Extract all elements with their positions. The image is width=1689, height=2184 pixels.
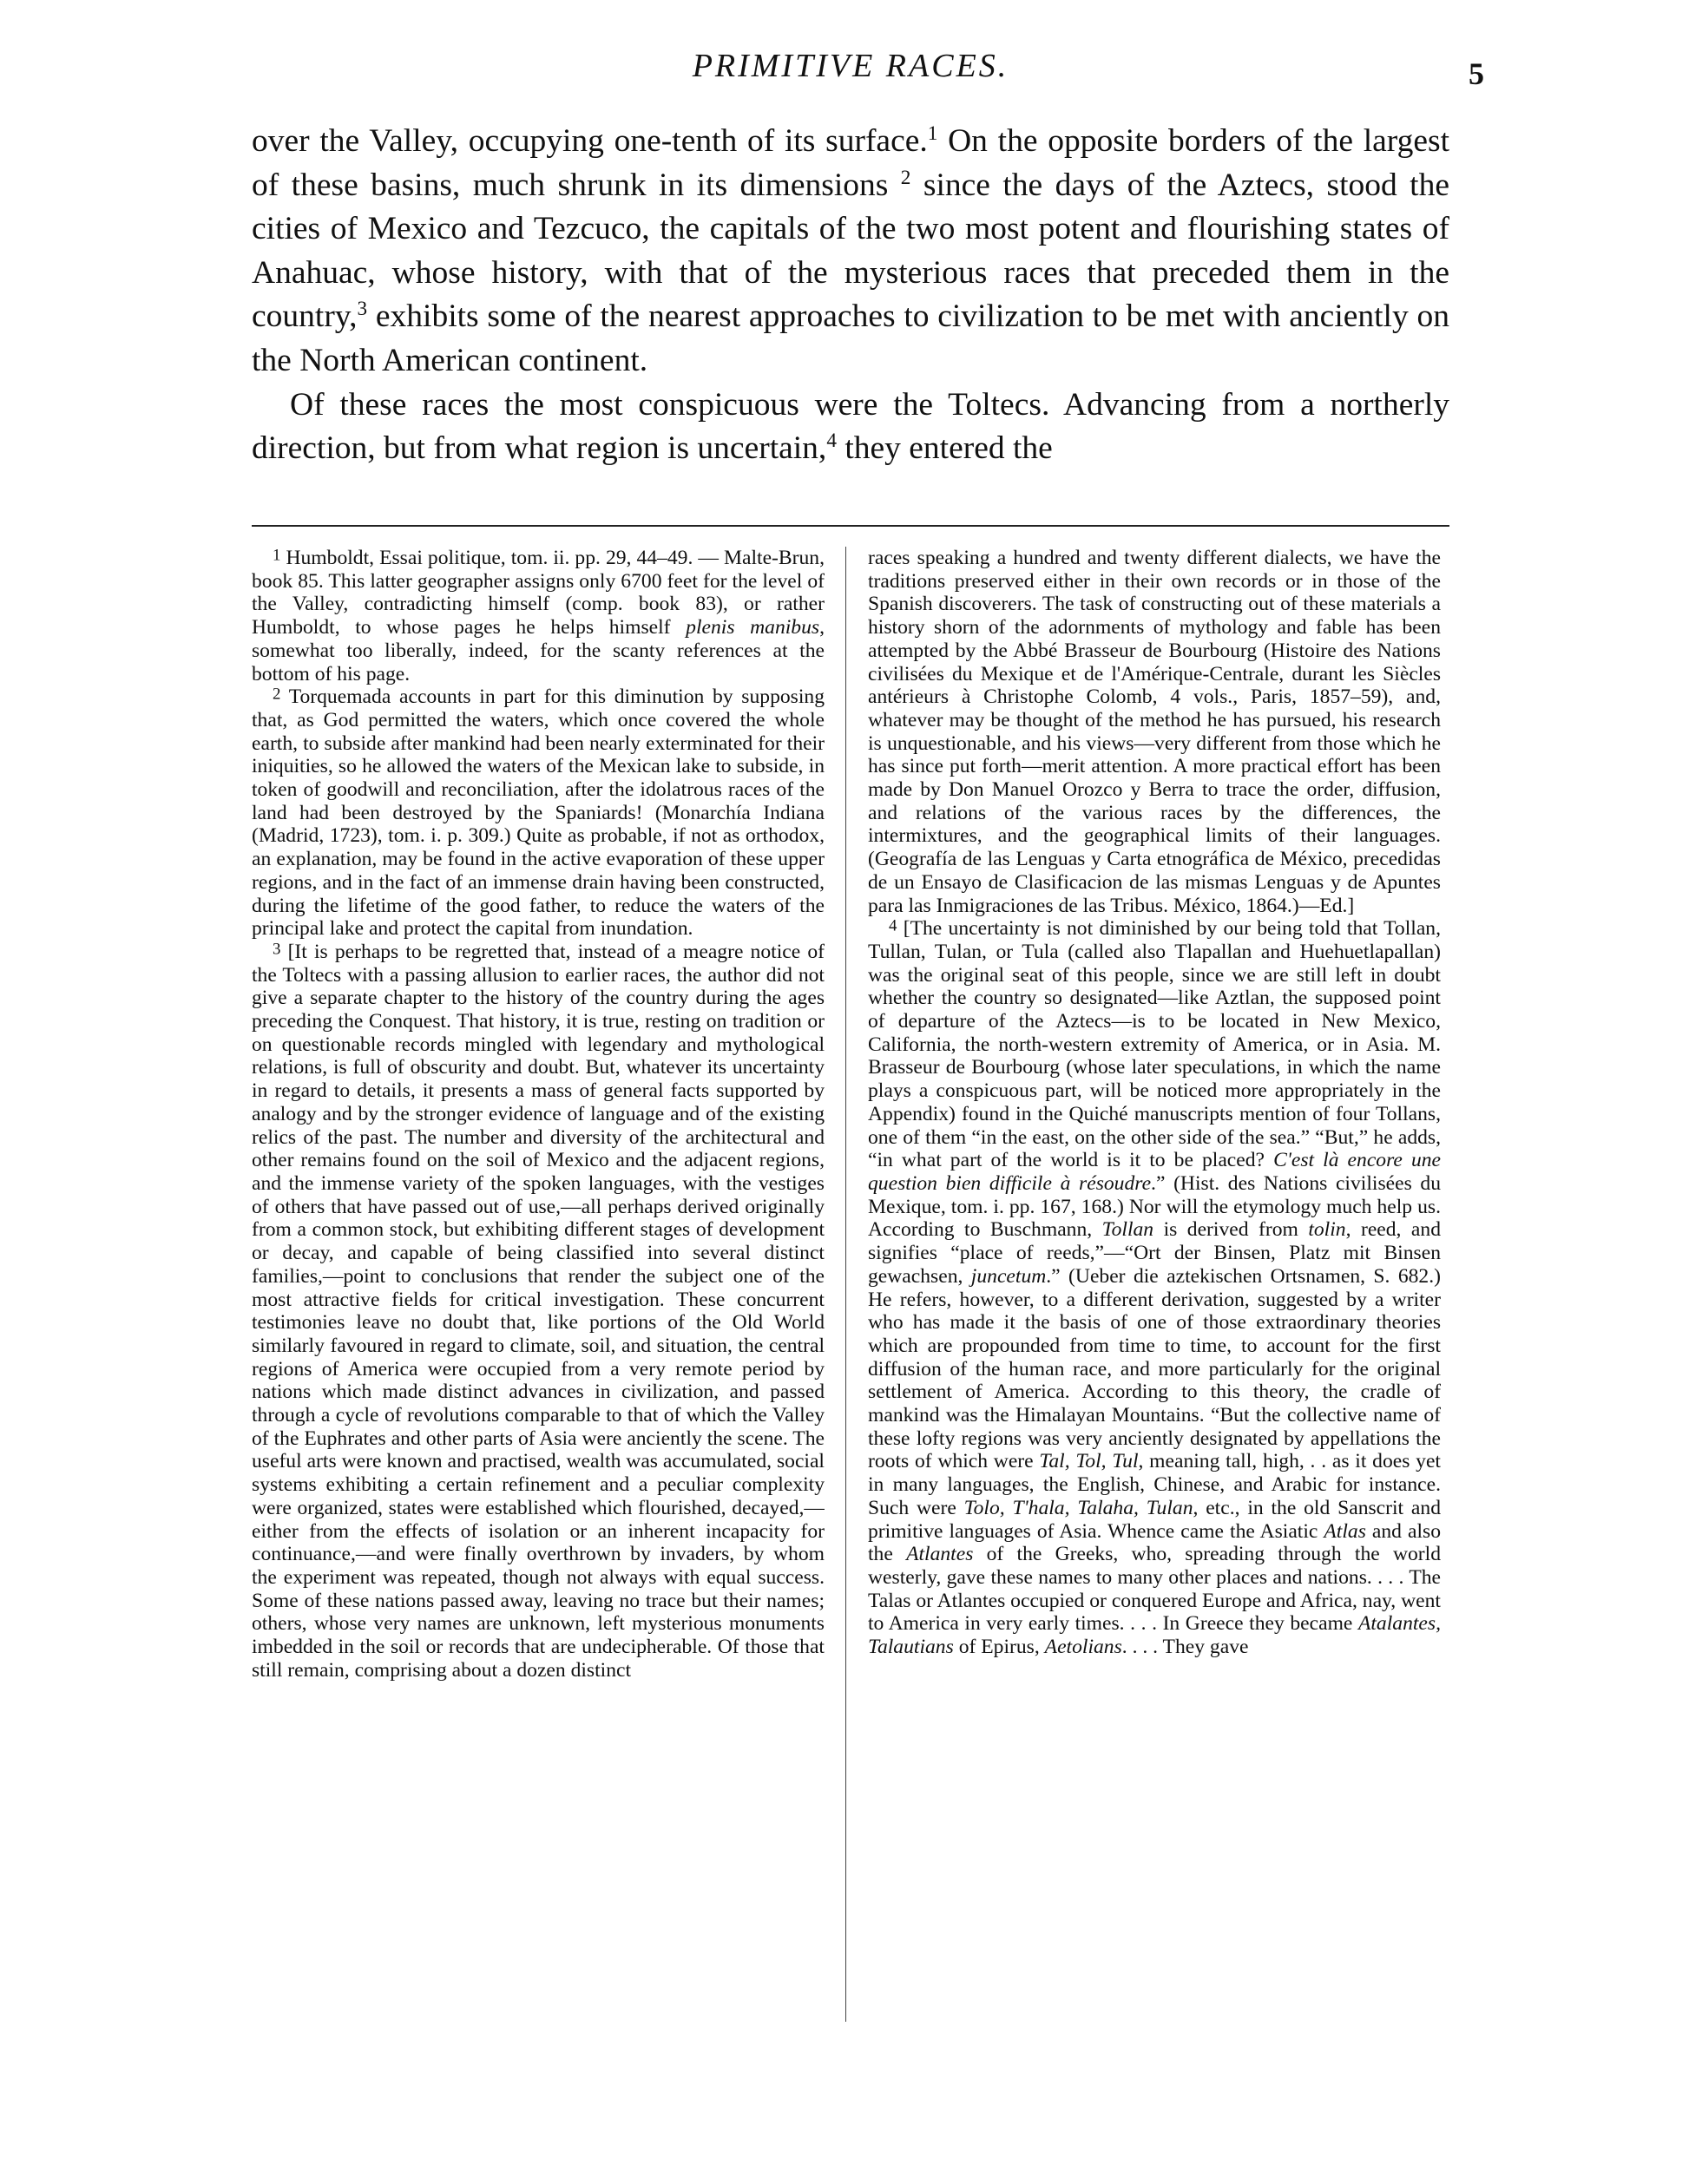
text-run: over the Valley, occupying one-tenth of its surface. bbox=[252, 123, 928, 159]
italic-text: Aetolians bbox=[1044, 1636, 1122, 1659]
footnotes-left-column bbox=[252, 547, 825, 2030]
footnote-3-continued: races speaking a hundred and twenty different dialects, we have the traditions preserved either in their own records or in those of the Spanish discoverers. The task of constructing out of these materials a history shorn of the adornments of mythology and fable has been attempted by the Abbé Brasseur de Bourbourg (Histoire des Nations civilisées du Mexique et de l'Amérique-Centrale, durant les Siècles antérieurs à Christophe Colomb, 4 vols., Paris, 1857–59), and, whatever may be thought of the method he has pursued, his research is unquestionable, and his views—very different from those which he has since put forth—merit attention. A more practical effort has been made by Don Manuel Orozco y Berra to trace the order, diffusion, and relations of the various races by the differences, the intermixtures, and the geographical limits of their languages. (Geografía de las Lenguas y Carta etnográfica de México, precedidas de un Ensayo de Clasificacion de las mismas Lenguas y de Apuntes para las Inmigraciones de las Tribus. México, 1864.)—Ed.] bbox=[868, 547, 1441, 917]
footnote-ref-2[interactable]: 2 bbox=[900, 166, 911, 189]
main-paragraph-2 bbox=[252, 384, 1449, 471]
footnote-4 bbox=[868, 917, 1441, 1659]
text-run: Humboldt, Essai politique, tom. ii. pp. 29, 44–49. — Malte-Brun, book 85. This latter geographer assigns only 6700 feet for the level of the Valley, contradicting himself (comp. book 83), or rather Humboldt, to whose pages he helps himself bbox=[252, 547, 825, 639]
italic-text: plenis manibus bbox=[686, 616, 820, 639]
footnote-marker-1: 1 bbox=[273, 547, 281, 565]
italic-text: Tal, Tol, Tul bbox=[1039, 1450, 1139, 1473]
footnote-separator-rule bbox=[252, 525, 1449, 527]
text-run: is derived from bbox=[1153, 1218, 1309, 1242]
text-run: exhibits some of the nearest approaches to civilization to be met with anciently on the North American continent. bbox=[252, 298, 1449, 378]
footnote-marker-4: 4 bbox=[889, 916, 897, 935]
italic-text: Tolo, T'hala, Talaha, Tulan bbox=[963, 1496, 1193, 1519]
text-run: . . . . They gave bbox=[1121, 1636, 1249, 1659]
text-run: and also the bbox=[868, 1519, 1441, 1566]
footnote-ref-4[interactable]: 4 bbox=[826, 430, 837, 453]
footnote-marker-2: 2 bbox=[273, 685, 281, 704]
italic-text: C'est là encore une question bien difficile à résoudre bbox=[868, 1149, 1441, 1195]
main-text bbox=[252, 120, 1449, 471]
text-run: On the opposite borders of the largest of these basins, much shrunk in its dimensions bbox=[252, 123, 1450, 203]
text-run: since the days of the Aztecs, stood the cities of Mexico and Tezcuco, the capitals of the two most potent and flourishing states of Anahuac, whose history, with that of the mysterious races that preceded them in the country, bbox=[252, 167, 1449, 335]
italic-text: juncetum bbox=[970, 1264, 1047, 1288]
text-run: , reed, and signifies “place of reeds,”—“Ort der Binsen, Platz mit Binsen gewachsen, bbox=[868, 1218, 1441, 1288]
text-run: , etc., in the old Sanscrit and primitive languages of Asia. Whence came the Asiatic bbox=[868, 1496, 1441, 1543]
text-run: Of these races the most conspicuous were the Toltecs. Advancing from a northerly direction, but from what region is uncertain, bbox=[252, 386, 1449, 467]
text-run: [It is perhaps to be regretted that, instead of a meagre notice of the Toltecs with a passing allusion to earlier races, the author did not give a separate chapter to the history of the country during the ages preceding the Conquest. That history, it is true, resting on tradition or on questionable records mingled with legendary and mythological relations, is full of obscurity and doubt. But, whatever its uncertainty in regard to details, it presents a mass of general facts supported by analogy and by the stronger evidence of language and of the existing relics of the past. The number and diversity of the architectural and other remains found on the soil of Mexico and the adjacent regions, and the immense variety of the spoken languages, with the vestiges of others that have passed out of use,—all perhaps derived originally from a common stock, but exhibiting different stages of development or decay, and capable of being classified into several distinct families,—point to conclusions that render the subject one of the most attractive fields for critical investigation. These concurrent testimonies leave no doubt that, like portions of the Old World similarly favoured in regard to climate, soil, and situation, the central regions of America were occupied from a very remote period by nations which made distinct advances in civilization, and passed through a cycle of revolutions comparable to that of which the Valley of the Euphrates and other parts of Asia were anciently the scene. The useful arts were known and practised, wealth was accumulated, social systems exhibiting a certain refinement and a peculiar complexity were organized, states were established which flourished, decayed,—either from the effects of isolation or an inherent incapacity for continuance,—and were finally overthrown by invaders, by whom the experiment was repeated, though not always with equal success. Some of these nations passed away, leaving no trace but their names; others, whose very names are unknown, left mysterious monuments imbedded in the soil or records that are undecipherable. Of those that still remain, comprising about a dozen distinct bbox=[252, 940, 825, 1682]
footnote-3 bbox=[252, 941, 825, 1682]
text-run: , meaning tall, high, . . as it does yet in many languages, the English, Chinese, and Arabic for instance. Such were bbox=[868, 1450, 1441, 1519]
text-run: Torquemada accounts in part for this diminution by supposing that, as God permitted the waters, which once covered the whole earth, to subside after mankind had been nearly exterminated for their iniquities, so he allowed the waters of the Mexican lake to subside, in token of goodwill and reconciliation, after the idolatrous races of the land had been destroyed by the Spaniards! (Monarchía Indiana (Madrid, 1723), tom. i. p. 309.) Quite as probable, if not as orthodox, an explanation, may be found in the active evaporation of these upper regions, and in the fact of an immense drain having been constructed, during the lifetime of the good father, to reduce the waters of the principal lake and protect the capital from inundation. bbox=[252, 685, 825, 941]
footnote-1 bbox=[252, 547, 825, 685]
italic-text: tolin bbox=[1308, 1218, 1346, 1242]
page-number: 5 bbox=[1469, 56, 1484, 91]
italic-text: Atalantes, Talautians bbox=[868, 1612, 1441, 1659]
footnote-marker-3: 3 bbox=[273, 940, 281, 959]
italic-text: Atlantes bbox=[906, 1543, 974, 1566]
running-head: PRIMITIVE RACES. bbox=[692, 48, 1009, 84]
text-run: .” (Ueber die aztekischen Ortsnamen, S. 682.) He refers, however, to a different derivation, suggested by a writer who has made it the basis of one of those extraordinary theories which are propounded from time to time, to account for the first diffusion of the human race, and more particularly for the original settlement of America. According to this theory, the cradle of mankind was the Himalayan Mountains. “But the collective name of these lofty regions was very anciently designated by appellations the roots of which were bbox=[868, 1264, 1441, 1473]
main-paragraph-1 bbox=[252, 120, 1449, 384]
italic-text: Atlas bbox=[1324, 1519, 1366, 1543]
text-run: of the Greeks, who, spreading through the world westerly, gave these names to many other places and nations. . . . The Talas or Atlantes occupied or conquered Europe and Africa, nay, went to America in very early times. . . . In Greece they became bbox=[868, 1543, 1441, 1636]
footnotes-right-column bbox=[868, 547, 1441, 2030]
page-header bbox=[252, 43, 1484, 95]
text-run: , somewhat too liberally, indeed, for the scanty references at the bottom of his page. bbox=[252, 616, 825, 685]
footnote-2 bbox=[252, 685, 825, 941]
footnote-ref-1[interactable]: 1 bbox=[927, 122, 938, 146]
column-divider bbox=[845, 547, 846, 2022]
text-run: [The uncertainty is not diminished by our being told that Tollan, Tullan, Tulan, or Tula (called also Tlapallan and Huehuetlapallan) was the original seat of this people, since we are still left in doubt whether the country so designated—like Aztlan, the supposed point of departure of the Aztecs—is to be located in New Mexico, California, the north-western extremity of America, or in Asia. M. Brasseur de Bourbourg (whose later speculations, in which the name plays a conspicuous part, will be noticed more appropriately in the Appendix) found in the Quiché manuscripts mention of four Tollans, one of them “in the east, on the other side of the sea.” “But,” he adds, “in what part of the world is it to be placed? bbox=[868, 917, 1441, 1172]
text-run: .” (Hist. des Nations civilisées du Mexique, tom. i. pp. 167, 168.) Nor will the etymology much help us. According to Buschmann, bbox=[868, 1171, 1441, 1242]
text-run: they entered the bbox=[836, 430, 1053, 467]
footnote-ref-3[interactable]: 3 bbox=[357, 298, 368, 321]
text-run: of Epirus, bbox=[953, 1636, 1045, 1659]
italic-text: Tollan bbox=[1101, 1218, 1154, 1242]
